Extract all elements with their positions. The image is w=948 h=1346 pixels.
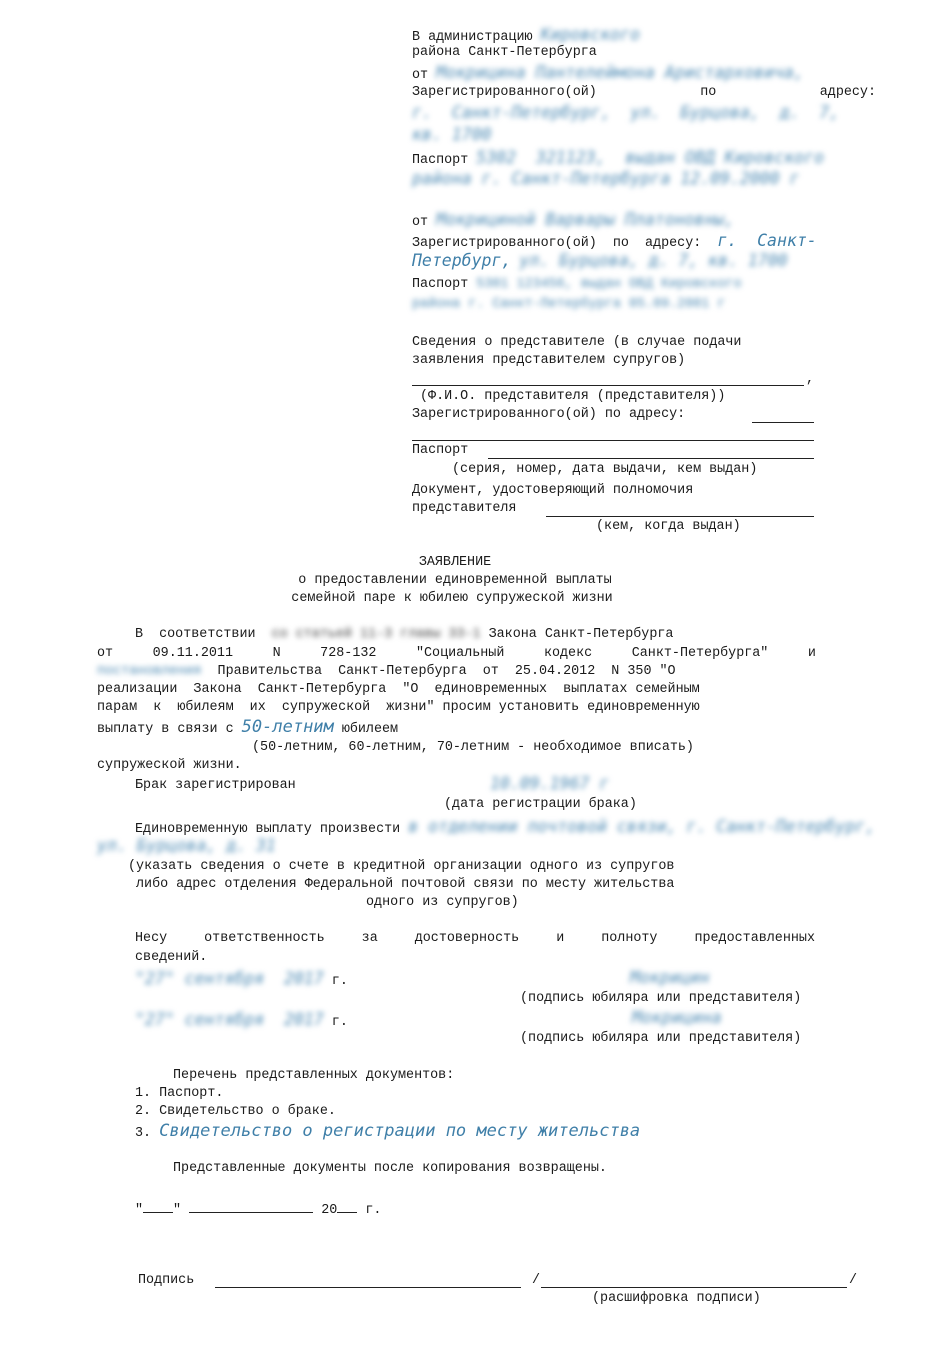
representative-authority-rule [546, 516, 814, 517]
body-line1-start: В соответствии [135, 627, 256, 642]
payment-caption-line1: (указать сведения о счете в кредитной организации одного из супругов [128, 859, 675, 874]
documents-heading: Перечень представленных документов: [173, 1068, 455, 1083]
representative-fio-caption: (Ф.И.О. представителя (представителя)) [420, 389, 726, 404]
applicant1-passport-line2: района г. Санкт-Петербурга 12.09.2000 г [412, 169, 800, 188]
applicant2-address-part2: Петербург, [412, 251, 512, 270]
signature1-caption: (подпись юбиляра или представителя) [520, 991, 802, 1006]
representative-passport-label: Паспорт [412, 443, 469, 458]
addressee-district: Кировского [540, 25, 640, 44]
marriage-caption: (дата регистрации брака) [444, 797, 637, 812]
from-prefix: от [412, 68, 429, 83]
blank-year-suffix: г. [365, 1203, 382, 1218]
body-line2-word: и [807, 646, 816, 661]
representative-passport-rule [488, 458, 814, 459]
applicant1-address-line1: г. Санкт-Петербург, ул. Бурцова, д. 7, [412, 103, 840, 122]
representative-authority-caption: (кем, когда выдан) [596, 519, 741, 534]
body-line4: реализации Закона Санкт-Петербурга "О единовременных выплатах семейным [97, 682, 700, 697]
applicant2-registered-line [412, 232, 817, 252]
applicant1-name: Мокрицина Пантелеймона Аристарховича, [436, 63, 804, 82]
blank-date-quote: " [173, 1203, 182, 1218]
responsibility-word: и [556, 931, 565, 946]
applicant2-passport-line2: района г. Санкт-Петербурга 05.09.2001 г [412, 297, 726, 312]
body-line1-end: Закона Санкт-Петербурга [488, 627, 674, 642]
signature2-year-suffix: г. [331, 1015, 348, 1030]
blank-date-quote: " [135, 1203, 144, 1218]
body-line2-word: 728-132 [320, 646, 377, 661]
applicant2-address-line2 [412, 252, 788, 272]
body-line6-end: юбилеем [341, 722, 399, 737]
body-line2 [97, 645, 816, 662]
addressee-prefix: В администрацию [412, 30, 533, 45]
blank-year-field[interactable] [337, 1198, 357, 1213]
body-line3 [97, 663, 676, 680]
signature1-date: "27" сентября 2017 [135, 969, 324, 988]
anniversary-value: 50-летним [241, 717, 334, 737]
responsibility-word: предоставленных [694, 931, 815, 946]
documents-item-3 [135, 1123, 640, 1142]
addressee-district-line: района Санкт-Петербурга [412, 45, 597, 60]
blank-date-line [135, 1198, 381, 1219]
documents-item: 1. Паспорт. [135, 1086, 224, 1101]
applicant1-passport-value: 5302 321123, выдан ОВД Кировского [476, 148, 824, 167]
marriage-label: Брак зарегистрирован [135, 778, 296, 793]
signature-slash: / [532, 1273, 541, 1288]
body-line6-start: выплату в связи с [97, 722, 234, 737]
representative-authority-line1: Документ, удостоверяющий полномочия [412, 483, 694, 498]
responsibility-word: ответственность [204, 931, 325, 946]
blank-day-field[interactable] [143, 1198, 173, 1213]
signature1-year-suffix: г. [331, 974, 348, 989]
signature-slash-end: / [849, 1273, 858, 1288]
applicant2-name: Мокрициной Варвары Платоновны, [436, 210, 735, 229]
representative-fio-rule [412, 385, 804, 386]
applicant2-address-rest: ул. Бурцова, д. 7, кв. 1700 [519, 251, 788, 270]
documents-item3-text: Свидетельство о регистрации по месту жительства [159, 1121, 641, 1141]
signature-decoding-caption: (расшифровка подписи) [592, 1291, 761, 1306]
signature1-date-line [135, 970, 348, 990]
body-line2-word: кодекс [543, 646, 593, 661]
representative-intro-line1: Сведения о представителе (в случае подачи [412, 335, 742, 350]
responsibility-word: за [361, 931, 378, 946]
payment-value: в отделении почтовой связи, г. Санкт-Петербург, [408, 817, 876, 836]
marriage-date: 10.09.1967 г [490, 774, 610, 793]
document-subtitle-line1: о предоставлении единовременной выплаты [298, 573, 612, 588]
representative-registered-label: Зарегистрированного(ой) по адресу: [412, 407, 686, 422]
responsibility-word: полноту [601, 931, 658, 946]
applicant1-passport-line [412, 149, 824, 169]
resolution-word: постановления [97, 664, 202, 679]
responsibility-line2: сведений. [135, 950, 208, 965]
applicant2-from-line [412, 211, 734, 231]
applicant2-address-part1: г. Санкт- [717, 231, 817, 250]
body-line2-word: N [272, 646, 281, 661]
payment-label: Единовременную выплату произвести [135, 822, 401, 837]
signature2-caption: (подпись юбиляра или представителя) [520, 1031, 802, 1046]
body-line6 [97, 719, 398, 738]
blank-year-prefix: 20 [321, 1203, 338, 1218]
documents-returned: Представленные документы после копирования возвращены. [173, 1161, 607, 1176]
signature2-date: "27" сентября 2017 [135, 1010, 324, 1029]
applicant2-registered-label: Зарегистрированного(ой) по адресу: [412, 236, 702, 251]
body-line5: парам к юбилеям их супружеской жизни" просим установить единовременную [97, 700, 700, 715]
applicant1-address-line2: кв. 1700 [412, 125, 492, 144]
responsibility-line1 [135, 930, 815, 947]
representative-intro-line2: заявления представителем супругов) [412, 353, 686, 368]
body-line2-word: "Социальный [415, 646, 505, 661]
responsibility-word: Несу [135, 931, 168, 946]
documents-item3-number: 3. [135, 1126, 152, 1141]
representative-passport-caption: (серия, номер, дата выдачи, кем выдан) [452, 462, 758, 477]
signature-decoding-rule[interactable] [541, 1287, 847, 1288]
representative-address-rule2 [412, 440, 814, 441]
body-line3-rest: Правительства Санкт-Петербурга от 25.04.2012 N 350 "О [217, 664, 676, 679]
body-line2-word: Санкт-Петербурга" [631, 646, 769, 661]
representative-authority-line2: представителя [412, 501, 517, 516]
registered-po: по [700, 85, 717, 100]
passport-label: Паспорт [412, 153, 469, 168]
body-line1 [135, 626, 673, 643]
representative-fio-comma: , [806, 372, 815, 387]
from-prefix-2: от [412, 215, 429, 230]
payment-line [135, 818, 875, 838]
documents-item: 2. Свидетельство о браке. [135, 1104, 336, 1119]
representative-address-rule1 [752, 422, 814, 423]
document-subtitle-line2: семейной паре к юбилею супружеской жизни [291, 591, 613, 606]
applicant1-from-line [412, 64, 804, 84]
responsibility-word: достоверность [414, 931, 520, 946]
body-line2-word: 09.11.2011 [152, 646, 233, 661]
applicant2-passport-line [412, 276, 741, 293]
payment-caption-line3: одного из супругов) [366, 895, 519, 910]
anniversary-caption: (50-летним, 60-летним, 70-летним - необходимое вписать) [252, 740, 694, 755]
applicant1-registered-line [412, 84, 876, 101]
signature-label: Подпись [138, 1273, 195, 1288]
body-line2-word: от [97, 646, 114, 661]
blank-month-field[interactable] [189, 1198, 313, 1213]
signature2-date-line [135, 1011, 348, 1031]
signature1-name: Мокрицин [630, 968, 710, 987]
payment-caption-line2: либо адрес отделения Федеральной почтовой связи по месту жительства [136, 877, 675, 892]
law-article-ref: со статьей 11-3 главы 33-1 [271, 627, 481, 642]
payment-value-line2: ул. Бурцова, д. 31 [97, 836, 276, 855]
applicant2-passport-value: 5301 123456, выдан ОВД Кировского [476, 277, 742, 292]
addressee-line [412, 26, 640, 46]
body-line7: супружеской жизни. [97, 758, 242, 773]
passport-label-2: Паспорт [412, 277, 469, 292]
registered-label: Зарегистрированного(ой) [412, 85, 597, 100]
signature2-name: Мокрицина [632, 1008, 722, 1027]
registered-address-label: адресу: [819, 85, 876, 100]
signature-rule[interactable] [215, 1287, 521, 1288]
document-title: ЗАЯВЛЕНИЕ [418, 555, 492, 570]
